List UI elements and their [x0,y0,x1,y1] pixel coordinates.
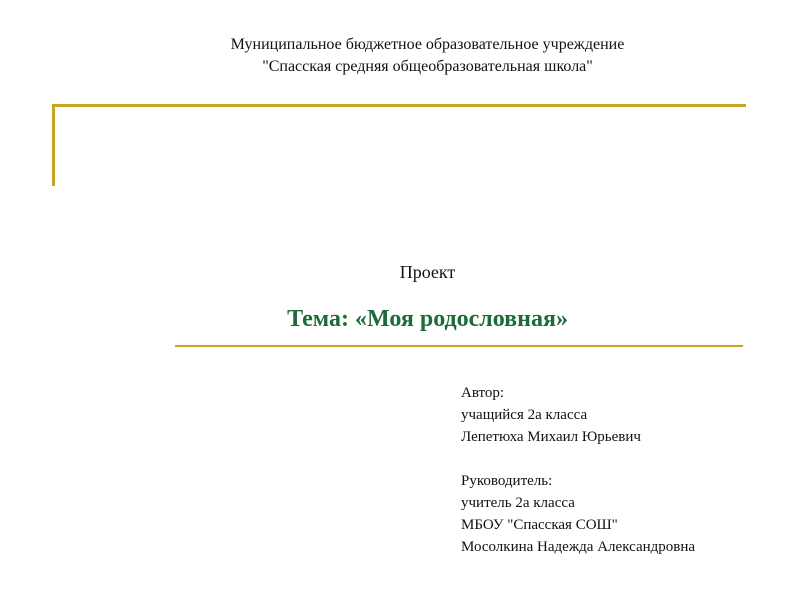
supervisor-name: Мосолкина Надежда Александровна [461,539,696,555]
decorative-frame-top [52,104,746,107]
supervisor-label: Руководитель: [461,473,553,489]
author-label: Автор: [461,385,505,401]
author-role: учащийся 2а класса [461,407,588,423]
institution-header [0,34,800,78]
project-kicker: Проект [399,262,456,282]
title-underline [175,345,743,347]
decorative-frame-left [52,104,55,186]
author-name: Лепетюха Михаил Юрьевич [461,429,641,445]
supervisor-role: учитель 2а класса [461,495,575,511]
project-title: Тема: «Моя родословная» [287,306,568,332]
credits-block [461,382,695,558]
supervisor-org: МБОУ "Спасская СОШ" [461,517,618,533]
credits-spacer [461,448,695,470]
institution-line-1: Муниципальное бюджетное образовательное учреждение [230,36,625,53]
institution-line-2: "Спасская средняя общеобразовательная школа" [262,58,593,75]
